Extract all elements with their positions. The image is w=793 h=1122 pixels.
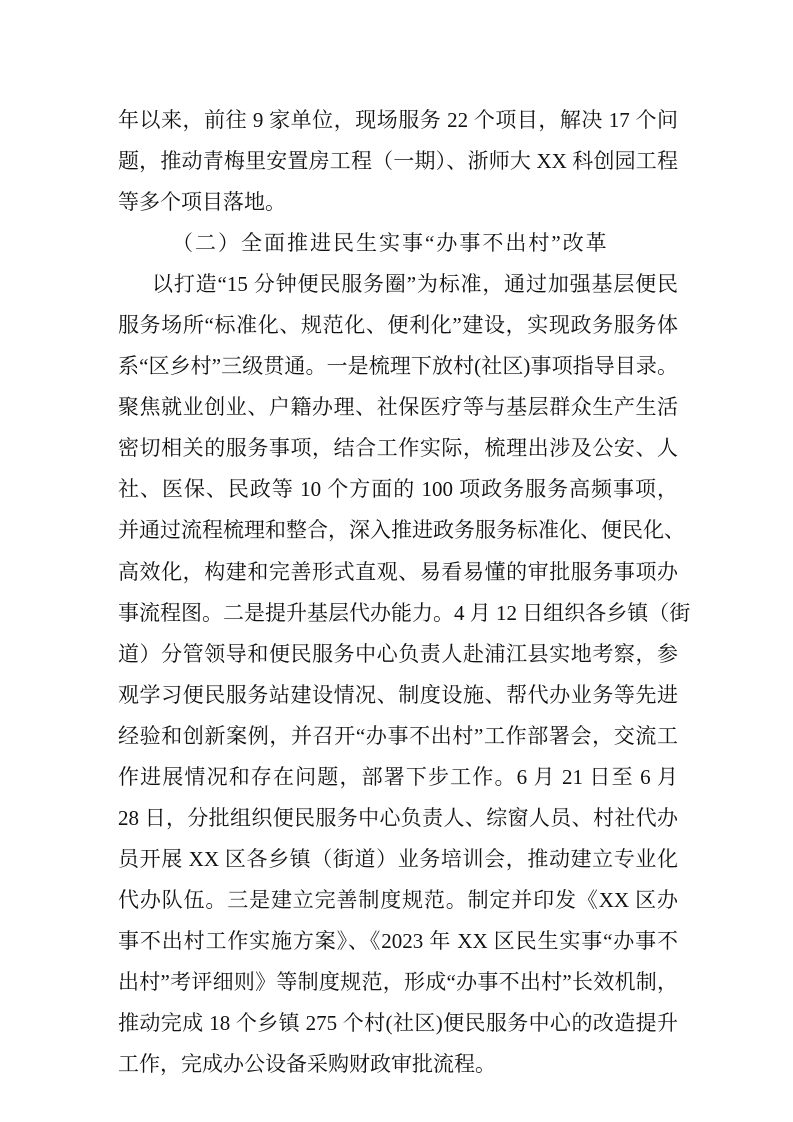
text-line: 聚焦就业创业、户籍办理、社保医疗等与基层群众生产生活 <box>118 395 678 420</box>
text-line: 高效化，构建和完善形式直观、易看易懂的审批服务事项办 <box>118 559 678 584</box>
paragraph-body <box>118 264 691 1085</box>
text-line: 年以来，前往 9 家单位，现场服务 22 个项目，解决 17 个问 <box>118 108 678 132</box>
text-line: 系“区乡村”三级贯通。一是梳理下放村(社区)事项指导目录。 <box>118 354 678 379</box>
text-line: 等多个项目落地。 <box>118 190 286 215</box>
text-line: 工作，完成办公设备采购财政审批流程。 <box>118 1052 496 1077</box>
section-heading: （二）全面推进民生实事“办事不出村”改革 <box>172 231 609 256</box>
text-line: 题，推动青梅里安置房工程（一期）、浙师大 XX 科创园工程 <box>118 149 678 174</box>
text-line: 道）分管领导和便民服务中心负责人赴浦江县实地考察，参 <box>118 641 678 666</box>
text-line: 观学习便民服务站建设情况、制度设施、帮代办业务等先进 <box>118 682 678 707</box>
text-line: 服务场所“标准化、规范化、便利化”建设，实现政务服务体 <box>118 313 678 338</box>
text-line: 密切相关的服务事项，结合工作实际，梳理出涉及公安、人 <box>118 436 678 461</box>
text-line: 并通过流程梳理和整合，深入推进政务服务标准化、便民化、 <box>118 518 685 543</box>
text-line: 代办队伍。三是建立完善制度规范。制定并印发《XX 区办 <box>118 887 678 912</box>
paragraph-continuation <box>118 100 678 223</box>
text-line: 出村”考评细则》等制度规范，形成“办事不出村”长效机制， <box>118 969 678 994</box>
text-line: 经验和创新案例，并召开“办事不出村”工作部署会，交流工 <box>118 723 678 748</box>
text-line: 事不出村工作实施方案》、《2023 年 XX 区民生实事“办事不 <box>118 928 678 953</box>
text-line: 推动完成 18 个乡镇 275 个村(社区)便民服务中心的改造提升 <box>118 1011 678 1036</box>
text-line: 社、医保、民政等 10 个方面的 100 项政务服务高频事项， <box>118 477 678 502</box>
text-line: 作进展情况和存在问题，部署下步工作。6 月 21 日至 6 月 <box>118 764 678 789</box>
text-line: 以打造“15 分钟便民服务圈”为标准，通过加强基层便民 <box>152 272 678 297</box>
text-line: 员开展 XX 区各乡镇（街道）业务培训会，推动建立专业化 <box>118 846 678 871</box>
document-page <box>118 100 691 1085</box>
text-line: 28 日，分批组织便民服务中心负责人、综窗人员、村社代办 <box>118 805 678 830</box>
text-line: 事流程图。二是提升基层代办能力。4 月 12 日组织各乡镇（街 <box>118 600 691 625</box>
